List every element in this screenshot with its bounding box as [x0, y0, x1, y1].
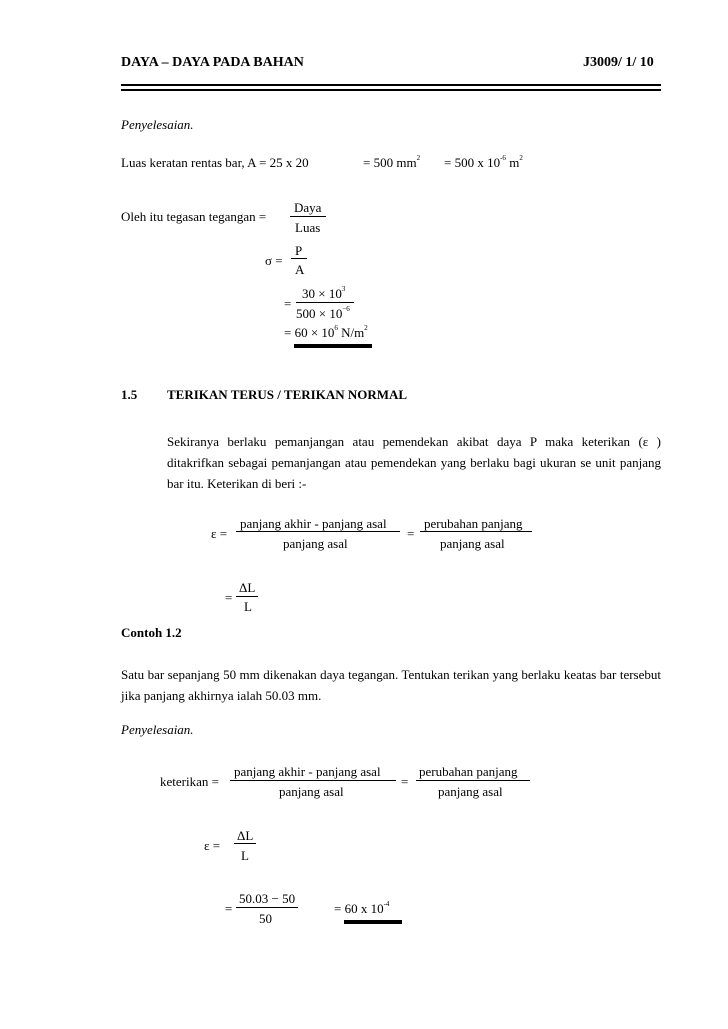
- section-paragraph: Sekiranya berlaku pemanjangan atau pemendekan akibat daya P maka keterikan (ε ) ditakrifkan sebagai pemanjangan atau pemendekan yang berlaku bagi ukuran se unit panjang bar itu. Keterikan di beri :-: [167, 434, 661, 491]
- fraction-line: [296, 302, 354, 303]
- fraction-denominator: $500 \times 10^{-6}$: [296, 305, 350, 321]
- fraction-denominator: A: [295, 262, 305, 277]
- fraction-numerator: 50.03 − 50: [239, 891, 296, 906]
- equals-sign: =: [284, 296, 292, 311]
- fraction-line: [420, 531, 532, 532]
- fraction-denominator: 50: [259, 911, 272, 926]
- fraction-numerator: panjang akhir - panjang asal: [240, 516, 387, 531]
- fraction-line: [236, 596, 258, 597]
- equals-sign: =: [225, 590, 233, 605]
- fraction-denominator: panjang asal: [279, 784, 344, 799]
- fraction-line: [290, 216, 326, 217]
- fraction-line: [234, 843, 256, 844]
- area-eq1: = 500 $mm^2$: [363, 154, 421, 170]
- equals-sign: =: [401, 774, 409, 789]
- section-number: 1.5: [121, 387, 138, 402]
- fraction-denominator: L: [244, 599, 252, 614]
- sigma-symbol: σ =: [265, 253, 283, 268]
- area-text: Luas keratan rentas bar, A = 25 x 20: [121, 155, 309, 170]
- fraction-line: [236, 907, 298, 908]
- document-title: DAYA – DAYA PADA BAHAN: [121, 55, 304, 70]
- fraction-line: [416, 780, 530, 781]
- solution-label: Penyelesaian.: [121, 722, 194, 737]
- answer-underline: [294, 344, 372, 348]
- fraction-denominator: panjang asal: [438, 784, 503, 799]
- header-rule-bottom: [121, 89, 661, 91]
- fraction-line: [230, 780, 396, 781]
- equals-sign: =: [407, 526, 415, 541]
- fraction-numerator: P: [295, 243, 303, 258]
- document-code: J3009/ 1/ 10: [583, 55, 654, 70]
- example-text: Satu bar sepanjang 50 mm dikenakan daya tegangan. Tentukan terikan yang berlaku keatas bar tersebut jika panjang akhirnya ialah 50.03 mm.: [121, 667, 661, 703]
- fraction-denominator: panjang asal: [440, 536, 505, 551]
- section-title: TERIKAN TERUS / TERIKAN NORMAL: [167, 387, 408, 402]
- example-title: Contoh 1.2: [121, 625, 182, 640]
- fraction-denominator: panjang asal: [283, 536, 348, 551]
- answer-underline: [344, 920, 402, 924]
- epsilon-symbol: ε =: [211, 526, 228, 541]
- stress-result: = $60 \times 10^6$ $N/m^2$: [284, 324, 368, 340]
- equals-sign: =: [225, 901, 233, 916]
- fraction-numerator: Daya: [294, 200, 322, 215]
- epsilon-symbol: ε =: [204, 838, 221, 853]
- area-eq2: = 500 x $10^{-6}$ $m^2$: [444, 154, 523, 170]
- fraction-numerator: ΔL: [239, 580, 256, 595]
- fraction-numerator: panjang akhir - panjang asal: [234, 764, 381, 779]
- fraction-numerator: perubahan panjang: [424, 516, 523, 531]
- keterikan-label: keterikan =: [160, 774, 219, 789]
- fraction-line: [291, 258, 307, 259]
- fraction-numerator: ΔL: [237, 828, 254, 843]
- stress-label: Oleh itu tegasan tegangan =: [121, 209, 267, 224]
- fraction-denominator: L: [241, 848, 249, 863]
- fraction-numerator: perubahan panjang: [419, 764, 518, 779]
- solution-label: Penyelesaian.: [121, 117, 194, 132]
- fraction-line: [236, 531, 400, 532]
- header-rule-top: [121, 84, 661, 86]
- final-answer: = 60 x $10^{-4}$: [334, 900, 390, 916]
- fraction-numerator: $30 \times 10^3$: [302, 285, 346, 301]
- fraction-denominator: Luas: [295, 220, 321, 235]
